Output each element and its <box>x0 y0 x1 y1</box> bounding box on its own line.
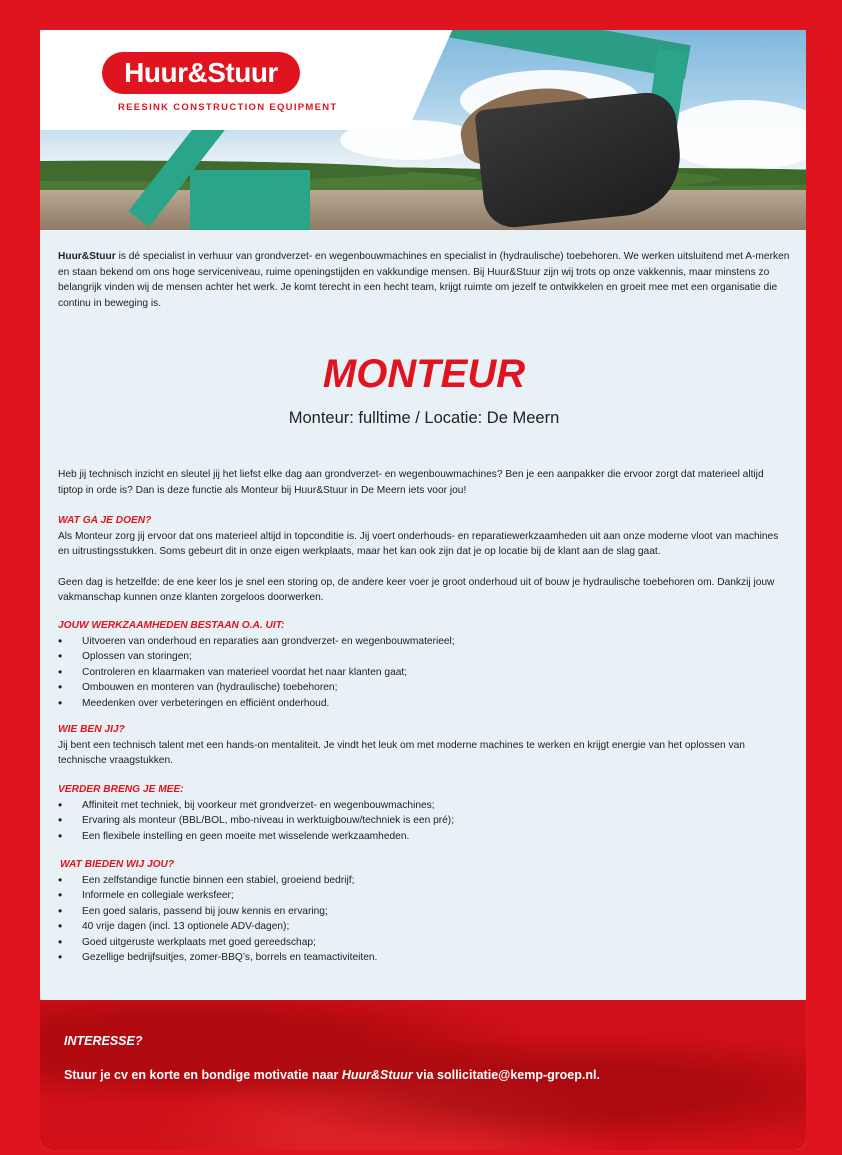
job-title: MONTEUR <box>322 352 526 396</box>
vacancy-card <box>40 30 806 1150</box>
contact-footer <box>40 1000 806 1150</box>
excavator-cab <box>190 170 310 230</box>
list-item: • Controleren en klaarmaken van materieel voordat het naar klanten gaat; <box>58 665 790 681</box>
section-werkzaamheden <box>58 618 790 711</box>
section-heading: WAT BIEDEN WIJ JOU? <box>60 859 175 870</box>
brand-tagline: REESINK CONSTRUCTION EQUIPMENT <box>118 102 338 113</box>
list-item: • Affiniteit met techniek, bij voorkeur met grondverzet- en wegenbouwmachines; <box>58 798 790 814</box>
footer-brand: Huur&Stuur <box>341 1068 413 1082</box>
brand-logo <box>102 52 300 94</box>
section-paragraph: Als Monteur zorg jij ervoor dat ons materieel altijd in topconditie is. Jij voert onderhouds- en reparatiewerkzaamheden uit aan onze moderne vloot van machines en uitrustingsstukken. Soms gebeurt dit in onze eigen werkplaats, maar het kan ook zijn dat je op locatie bij de klant aan de slag gaat. <box>58 530 779 557</box>
footer-pre: Stuur je cv en korte en bondige motivatie naar <box>64 1068 342 1082</box>
list-item: • 40 vrije dagen (incl. 13 optionele ADV-dagen); <box>58 919 790 935</box>
section-heading: WIE BEN JIJ? <box>58 724 125 735</box>
requirements-list <box>58 798 790 845</box>
section-heading: WAT GA JE DOEN? <box>58 515 152 526</box>
list-item: • Oplossen van storingen; <box>58 649 790 665</box>
footer-heading: INTERESSE? <box>64 1034 143 1048</box>
section-heading: VERDER BRENG JE MEE: <box>58 784 184 795</box>
intro-text: is dé specialist in verhuur van grondverzet- en wegenbouwmachines en specialist in (hydraulische) toebehoren. We werken uitsluitend met A-merken en staan bekend om ons hoge serviceniveau, ruime openingstijden en vakkundige mensen. Bij Huur&Stuur zijn wij trots op onze vakkennis, maar minstens zo belangrijk vinden wij de mensen achter het werk. Je komt terecht in een hecht team, krijgt ruimte om jezelf te ontwikkelen en groeit mee met een organisatie die continu in beweging is. <box>58 251 790 309</box>
hero-image <box>40 30 806 230</box>
list-item: • Uitvoeren van onderhoud en reparaties aan grondverzet- en wegenbouwmaterieel; <box>58 634 790 650</box>
section-bieden <box>58 857 790 966</box>
section-heading: JOUW WERKZAAMHEDEN BESTAAN O.A. UIT: <box>58 620 285 631</box>
offer-list <box>58 873 790 966</box>
list-item: • Goed uitgeruste werkplaats met goed gereedschap; <box>58 935 790 951</box>
section-wie-ben-jij <box>58 722 790 769</box>
section-wat-ga-je-doen <box>58 513 790 606</box>
list-item: • Gezellige bedrijfsuitjes, zomer-BBQ’s, borrels en teamactiviteiten. <box>58 950 790 966</box>
section-paragraph: Jij bent een technisch talent met een hands-on mentaliteit. Je vindt het leuk om met moderne machines te werken en krijgt energie van het oplossen van technische vraagstukken. <box>58 739 745 766</box>
intro-paragraph <box>58 249 790 311</box>
intro-brand: Huur&Stuur <box>58 251 116 262</box>
footer-text <box>64 1068 600 1082</box>
job-subtitle: Monteur: fulltime / Locatie: De Meern <box>288 409 560 427</box>
list-item: • Een goed salaris, passend bij jouw kennis en ervaring; <box>58 904 790 920</box>
list-item: • Informele en collegiale werksfeer; <box>58 888 790 904</box>
tasks-list <box>58 634 790 712</box>
list-item: • Ervaring als monteur (BBL/BOL, mbo-niveau in werktuigbouw/techniek is een pré); <box>58 813 790 829</box>
list-item: • Meedenken over verbeteringen en efficiënt onderhoud. <box>58 696 790 712</box>
brand-logo-text: Huur&Stuur <box>124 57 278 88</box>
section-verder <box>58 782 790 844</box>
footer-email[interactable]: via sollicitatie@kemp-groep.nl. <box>412 1068 600 1082</box>
list-item: • Een flexibele instelling en geen moeite met wisselende werkzaamheden. <box>58 829 790 845</box>
section-paragraph: Geen dag is hetzelfde: de ene keer los je snel een storing op, de andere keer voer je groot onderhoud uit of bouw je hydraulische toebehoren om. Dankzij jouw vakmanschap kunnen onze klanten zorgeloos doorwerken. <box>58 576 775 603</box>
list-item: • Een zelfstandige functie binnen een stabiel, groeiend bedrijf; <box>58 873 790 889</box>
job-lead: Heb jij technisch inzicht en sleutel jij het liefst elke dag aan grondverzet- en wegenbouwmachines? Ben je een aanpakker die ervoor zorgt dat materieel altijd tiptop in orde is? Dan is deze functie als Monteur bij Huur&Stuur in De Meern iets voor jou! <box>58 469 764 496</box>
list-item: • Ombouwen en monteren van (hydraulische) toebehoren; <box>58 680 790 696</box>
